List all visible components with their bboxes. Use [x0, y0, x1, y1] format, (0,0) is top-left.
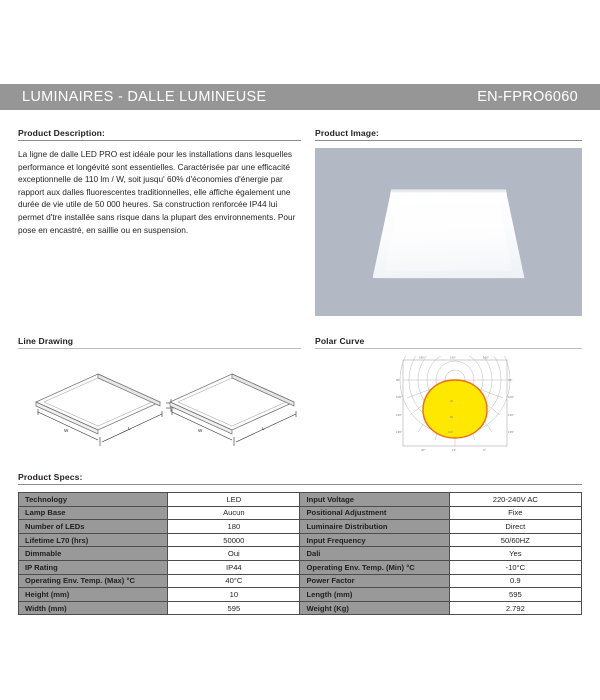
top-section — [18, 128, 582, 316]
product-image-heading: Product Image: — [315, 128, 379, 138]
spec-value: Aucun — [168, 506, 300, 520]
svg-text:150°: 150° — [483, 356, 489, 360]
spec-label: Weight (Kg) — [300, 601, 449, 615]
specs-table-body — [19, 493, 582, 615]
panel-drawing-recessed — [36, 374, 160, 434]
spec-label: Lamp Base — [19, 506, 168, 520]
specs-rule — [18, 484, 582, 485]
dim-label-l2: L — [262, 426, 265, 431]
description-section — [18, 128, 301, 316]
spec-value: 50000 — [168, 533, 300, 547]
polar-curve-rule — [315, 348, 582, 349]
spec-value: 595 — [168, 601, 300, 615]
svg-text:90°: 90° — [508, 378, 513, 382]
svg-text:120°: 120° — [396, 413, 402, 417]
polar-curve-svg — [315, 356, 582, 456]
spec-value: 220-240V AC — [449, 493, 581, 507]
svg-text:15°: 15° — [452, 448, 457, 452]
spec-label: Input Frequency — [300, 533, 449, 547]
spec-label: Dali — [300, 547, 449, 561]
svg-text:180°: 180° — [419, 356, 425, 360]
svg-text:0°: 0° — [483, 448, 486, 452]
page-title: LUMINAIRES - DALLE LUMINEUSE — [22, 89, 267, 105]
spec-label: Lifetime L70 (hrs) — [19, 533, 168, 547]
line-drawing-heading: Line Drawing — [18, 336, 74, 346]
svg-text:80: 80 — [450, 416, 453, 419]
description-heading: Product Description: — [18, 128, 105, 138]
table-row — [19, 560, 582, 574]
middle-section — [18, 336, 582, 456]
polar-curve-figure — [315, 356, 582, 456]
spec-label: Luminaire Distribution — [300, 520, 449, 534]
dim-label-w2: W — [198, 428, 203, 433]
spec-label: Power Factor — [300, 574, 449, 588]
svg-text:30°: 30° — [421, 448, 426, 452]
polar-curve-heading: Polar Curve — [315, 336, 365, 346]
line-drawing-figure — [18, 356, 301, 456]
specs-table — [18, 492, 582, 615]
page-content — [0, 128, 600, 615]
spec-label: Width (mm) — [19, 601, 168, 615]
table-row — [19, 601, 582, 615]
spec-label: Operating Env. Temp. (Max) °C — [19, 574, 168, 588]
spec-value: Oui — [168, 547, 300, 561]
panel-drawing-surface — [170, 374, 294, 434]
description-body: La ligne de dalle LED PRO est idéale pour les installations dans lesquelles performance et longévité sont essentielles. Caractérisée par une efficacité exceptionnelle de 110 lm / W, soit jusqu' 60% d'économies d'énergie par rapport aux dalles fluorescentes traditionnelles, elle affiche également une durée de vie utile de 50 000 heures. Sa construction renforcée IP44 lui permet d'tre installée sans risque dans la plupart des environnements. Pour pose en encastré, en saillie ou en suspension. — [18, 149, 298, 235]
page-header-bar — [0, 84, 600, 110]
line-drawing-svg — [18, 356, 301, 456]
product-code: EN-FPRO6060 — [477, 89, 578, 105]
table-row — [19, 493, 582, 507]
spec-value: 0.9 — [449, 574, 581, 588]
svg-text:90°: 90° — [396, 378, 401, 382]
spec-label: IP Rating — [19, 560, 168, 574]
product-image — [315, 148, 582, 316]
spec-value: 50/60HZ — [449, 533, 581, 547]
spec-label: Technology — [19, 493, 168, 507]
svg-text:120°: 120° — [508, 413, 514, 417]
table-row — [19, 574, 582, 588]
spec-value: Fixe — [449, 506, 581, 520]
led-panel-illustration — [373, 192, 525, 278]
spec-label: Height (mm) — [19, 588, 168, 602]
svg-text:105°: 105° — [396, 395, 402, 399]
spec-value: LED — [168, 493, 300, 507]
spec-value: 10 — [168, 588, 300, 602]
polar-intensity-lobe — [423, 380, 487, 438]
specs-heading: Product Specs: — [18, 472, 83, 482]
table-row — [19, 588, 582, 602]
spec-label: Length (mm) — [300, 588, 449, 602]
line-drawing-rule — [18, 348, 301, 349]
spec-value: 40°C — [168, 574, 300, 588]
specs-section — [18, 472, 582, 615]
svg-text:120: 120 — [448, 431, 453, 434]
table-row — [19, 506, 582, 520]
svg-text:135°: 135° — [396, 430, 402, 434]
description-rule — [18, 140, 301, 141]
spec-value: Yes — [449, 547, 581, 561]
svg-text:40: 40 — [450, 400, 453, 403]
product-image-section — [315, 128, 582, 316]
dim-label-l1: L — [128, 426, 131, 431]
spec-value: -10°C — [449, 560, 581, 574]
panel-diffuser — [385, 198, 513, 270]
spec-label: Dimmable — [19, 547, 168, 561]
spec-label: Positional Adjustment — [300, 506, 449, 520]
line-drawing-section — [18, 336, 301, 456]
table-row — [19, 520, 582, 534]
table-row — [19, 533, 582, 547]
svg-text:165°: 165° — [450, 356, 456, 360]
dim-label-w1: W — [64, 428, 69, 433]
spec-label: Number of LEDs — [19, 520, 168, 534]
spec-label: Operating Env. Temp. (Min) °C — [300, 560, 449, 574]
table-row — [19, 547, 582, 561]
spec-value: IP44 — [168, 560, 300, 574]
top-margin — [0, 0, 600, 84]
polar-curve-section — [315, 336, 582, 456]
spec-value: Direct — [449, 520, 581, 534]
spec-value: 595 — [449, 588, 581, 602]
spec-label: Input Voltage — [300, 493, 449, 507]
product-image-rule — [315, 140, 582, 141]
spec-value: 180 — [168, 520, 300, 534]
svg-text:105°: 105° — [508, 395, 514, 399]
spec-value: 2.792 — [449, 601, 581, 615]
svg-text:135°: 135° — [508, 430, 514, 434]
